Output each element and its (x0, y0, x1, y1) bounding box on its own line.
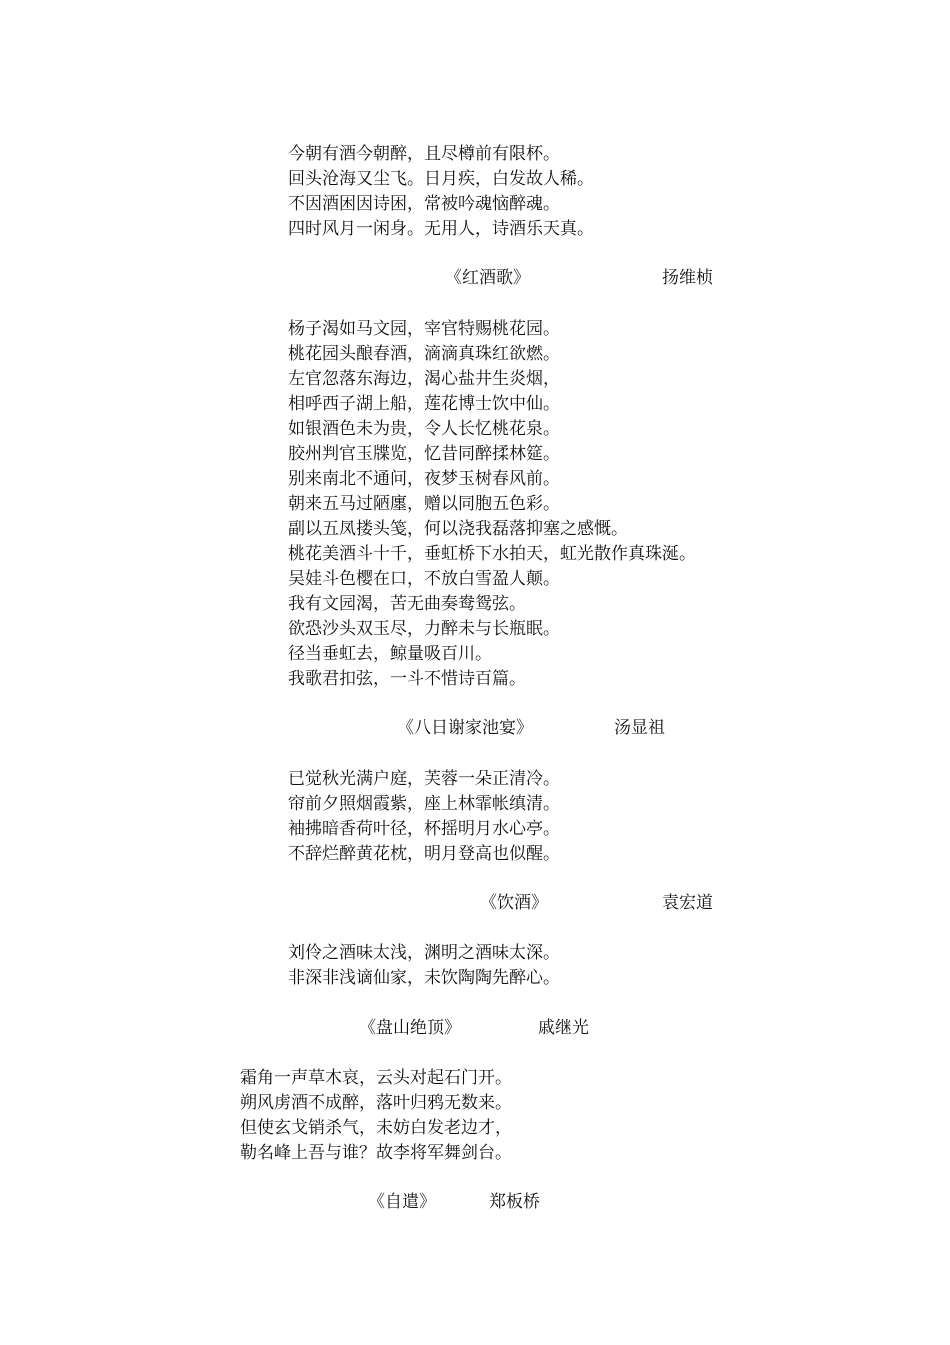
poem-line: 胶州判官玉牒览，忆昔同醉揉林筵。 (288, 444, 560, 464)
poem-author: 袁宏道 (662, 893, 713, 913)
poem-line: 已觉秋光满户庭，芙蓉一朵正清冷。 (288, 769, 560, 789)
poem-title: 《八日谢家池宴》 (397, 718, 533, 738)
poem-title: 《饮酒》 (480, 893, 548, 913)
poem-line: 朔风虏酒不成醉，落叶归鸦无数来。 (240, 1093, 512, 1113)
poem-line: 帘前夕照烟霞紫，座上林霏帐缜清。 (288, 794, 560, 814)
poem-line: 非深非浅谪仙家，未饮陶陶先醉心。 (288, 968, 560, 988)
poem-line: 我歌君扣弦，一斗不惜诗百篇。 (288, 669, 526, 689)
poem-line: 杨子渴如马文园，宰官特赐桃花园。 (288, 319, 560, 339)
poem-line: 欲恐沙头双玉尽，力醉未与长瓶眠。 (288, 619, 560, 639)
poem-line: 我有文园渴，苦无曲奏鸯鸳弦。 (288, 594, 526, 614)
poem-line: 袖拂暗香荷叶径，杯摇明月水心亭。 (288, 819, 560, 839)
poem-title: 《红酒歌》 (445, 268, 530, 288)
poem-line: 朝来五马过陋廛，赠以同胞五色彩。 (288, 494, 560, 514)
poem-line: 不辞烂醉黄花枕，明月登高也似醒。 (288, 844, 560, 864)
poem-title: 《盘山绝顶》 (359, 1018, 461, 1038)
poem-line: 桃花园头酿春酒，滴滴真珠红欲燃。 (288, 344, 560, 364)
poem-line: 副以五凤搂头笺，何以浇我磊落抑塞之感慨。 (288, 519, 628, 539)
poem-title: 《自遣》 (368, 1192, 436, 1212)
poem-line: 不因酒困因诗困，常被吟魂恼醉魂。 (288, 194, 560, 214)
poem-line: 如银酒色未为贵，令人长忆桃花泉。 (288, 419, 560, 439)
poem-line: 四时风月一闲身。无用人，诗酒乐天真。 (288, 219, 594, 239)
poem-author: 扬维桢 (662, 268, 713, 288)
poem-author: 郑板桥 (489, 1192, 540, 1212)
poem-line: 吴娃斗色樱在口，不放白雪盈人颠。 (288, 569, 560, 589)
poem-line: 霜角一声草木哀，云头对起石门开。 (240, 1068, 512, 1088)
poem-line: 刘伶之酒味太浅，渊明之酒味太深。 (288, 943, 560, 963)
poem-author: 汤显祖 (614, 718, 665, 738)
poem-line: 别来南北不通问，夜梦玉树春风前。 (288, 469, 560, 489)
poem-line: 勒名峰上吾与谁？故李将军舞剑台。 (240, 1143, 512, 1163)
poem-line: 今朝有酒今朝醉，且尽樽前有限杯。 (288, 144, 560, 164)
poem-line: 桃花美酒斗十千，垂虹桥下水拍天，虹光散作真珠涎。 (288, 544, 696, 564)
poem-line: 相呼西子湖上船，莲花博士饮中仙。 (288, 394, 560, 414)
poem-line: 径当垂虹去，鲸量吸百川。 (288, 644, 492, 664)
poem-line: 左官忽落东海边，渴心盐井生炎烟， (288, 369, 560, 389)
poem-line: 回头沧海又尘飞。日月疾，白发故人稀。 (288, 169, 594, 189)
poem-line: 但使玄戈销杀气，未妨白发老边才， (240, 1118, 512, 1138)
poem-author: 戚继光 (538, 1018, 589, 1038)
